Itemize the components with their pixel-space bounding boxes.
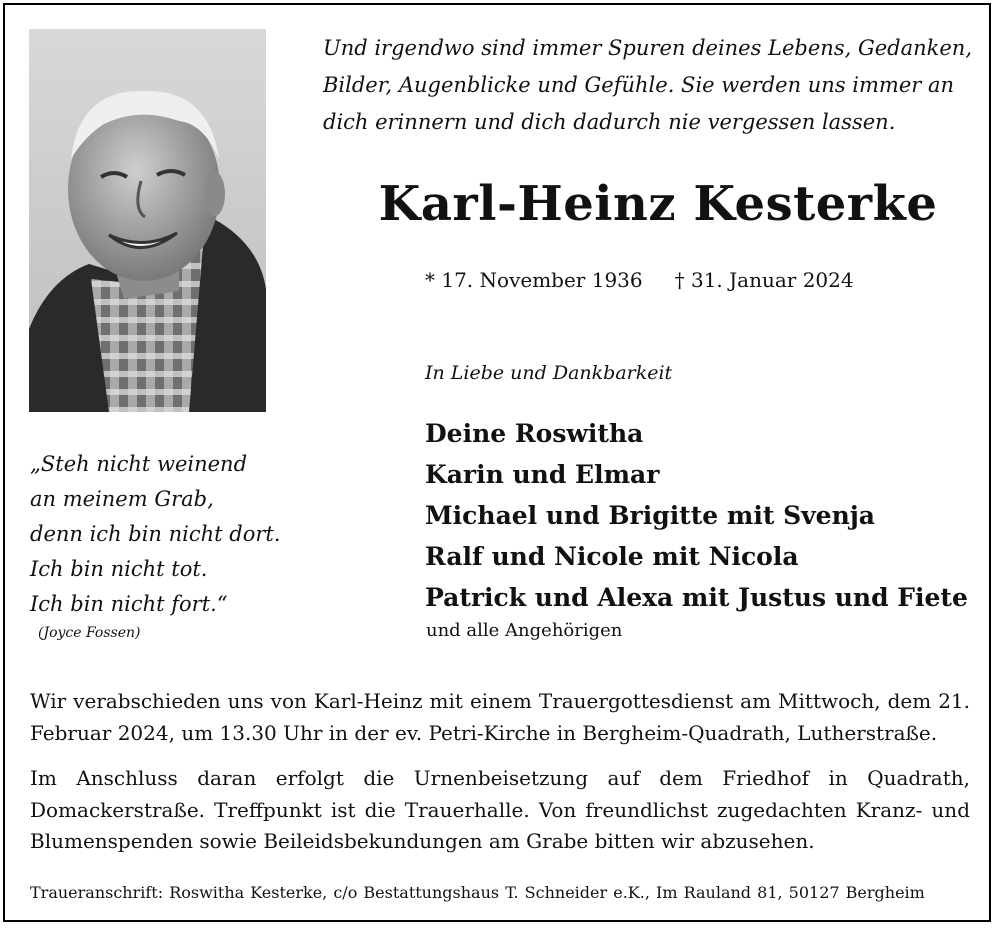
- love-line: In Liebe und Dankbarkeit: [425, 362, 673, 384]
- family-member: Patrick und Alexa mit Justus und Fiete: [425, 583, 968, 612]
- deceased-name: Karl-Heinz Kesterke: [378, 176, 938, 232]
- quote-line: „Steh nicht weinend: [30, 452, 248, 476]
- quote-line: an meinem Grab,: [30, 487, 214, 511]
- quote-line: denn ich bin nicht dort.: [30, 522, 281, 546]
- portrait-photo: [29, 29, 266, 412]
- family-member: Ralf und Nicole mit Nicola: [425, 542, 799, 571]
- family-member: Deine Roswitha: [425, 419, 644, 448]
- poem-line: Und irgendwo sind immer Spuren deines Lebens, Gedanken,: [323, 36, 973, 60]
- quote-line: Ich bin nicht tot.: [30, 557, 208, 581]
- poem-line: dich erinnern und dich dadurch nie vergessen lassen.: [323, 110, 896, 134]
- quote-author: (Joyce Fossen): [38, 625, 141, 641]
- family-member: Michael und Brigitte mit Svenja: [425, 501, 875, 530]
- life-dates: [425, 268, 854, 292]
- memorial-poem: [323, 30, 973, 141]
- burial-paragraph: Im Anschluss daran erfolgt die Urnenbeisetzung auf dem Friedhof in Quadrath, Domackerstraße. Treffpunkt ist die Trauerhalle. Von freundlichst zugedachten Kranz- und Blumenspenden sowie Beileidsbekundungen am Grabe bitten wir abzusehen.: [30, 766, 970, 853]
- poem-line: Bilder, Augenblicke und Gefühle. Sie werden uns immer an: [323, 73, 955, 97]
- service-paragraph: Wir verabschieden uns von Karl-Heinz mit einem Trauergottesdienst am Mittwoch, dem 21. Februar 2024, um 13.30 Uhr in der ev. Petri-Kirche in Bergheim-Quadrath, Lutherstraße.: [30, 689, 970, 745]
- quote: [30, 447, 281, 622]
- family-member: Karin und Elmar: [425, 460, 660, 489]
- birth-date: * 17. November 1936: [425, 268, 643, 292]
- family-list: [425, 413, 968, 618]
- relatives-line: und alle Angehörigen: [426, 620, 623, 641]
- death-date: † 31. Januar 2024: [674, 268, 854, 292]
- mourning-address: Traueranschrift: Roswitha Kesterke, c/o Bestattungshaus T. Schneider e.K., Im Rauland 81, 50127 Bergheim: [30, 883, 925, 902]
- quote-line: Ich bin nicht fort.“: [30, 592, 228, 616]
